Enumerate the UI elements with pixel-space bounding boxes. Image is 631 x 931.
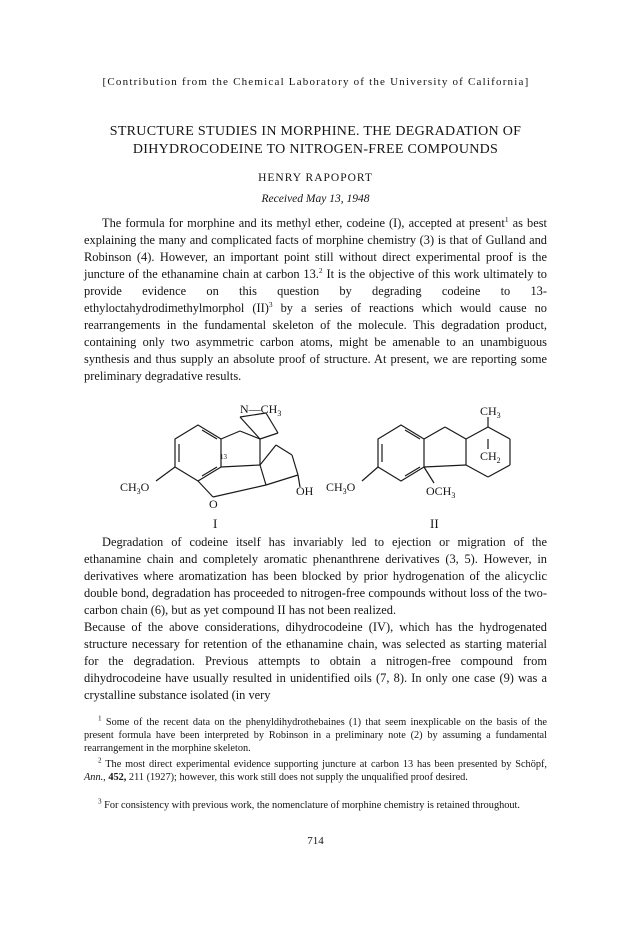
contribution-header: [Contribution from the Chemical Laboratory of the University of California] <box>102 76 530 88</box>
footnote-3-mark: 3 <box>98 797 102 806</box>
label-ch3o-i: $CH_3O$ <box>120 480 150 496</box>
footnote-3 <box>84 799 547 812</box>
footnote-1 <box>84 716 547 755</box>
intro-text-3: It is the objective of this work ultimately to provide evidence on this question by degrading codeine to 13-ethyloctahydrodimethylmorphol (II) <box>84 267 547 315</box>
label-ch3o-ii: $CH_3O$ <box>326 480 356 496</box>
author-name: HENRY RAPOPORT <box>258 172 373 184</box>
footnote-2 <box>84 758 547 784</box>
paragraph-dihydrocodeine: Because of the above considerations, dihydrocodeine (IV), which has the hydrogenated structure necessary for retention of the ethanamine chain, was selected as starting material for the degradation. Previous attempts to obtain a nitrogen-free compound from dihydrocodeine have usually resulted in unidentified oils (7, 8). In only one case (9) was a crystalline substance isolated (in very <box>84 620 547 702</box>
intro-text-1: The formula for morphine and its methyl ether, codeine (I), accepted at present <box>102 216 505 230</box>
structure-i-drawing <box>156 413 300 497</box>
label-compound-i: I <box>213 516 218 531</box>
footnote-ref-2: 2 <box>318 265 323 275</box>
paragraph-degradation: Degradation of codeine itself has invariably led to ejection or migration of the ethanamine chain and completely aromatic phenanthrene derivatives (3, 5). However, in derivatives where aromatization has been blocked by prior hydrogenation of the alicyclic double bond, degradation has proceeded to nitrogen-free compounds without loss of the two-carbon chain (6), but as yet compound II has not been realized. <box>84 535 547 617</box>
label-carbon-13: 13 <box>220 453 227 461</box>
label-ch3-ii: $CH_3$ <box>480 404 501 420</box>
footnote-ref-1: 1 <box>504 214 509 224</box>
label-n-ch3: $N—CH_3$ <box>240 403 282 418</box>
page-number: 714 <box>307 835 324 847</box>
footnote-1-mark: 1 <box>98 714 102 723</box>
label-ch2-ii: $CH_2$ <box>480 449 501 465</box>
footnote-2-text-b: 211 (1927); however, this work still does not supply the unqualified proof desired. <box>126 772 468 783</box>
footnote-2-volume: 452, <box>108 772 127 783</box>
received-date: Received May 13, 1948 <box>261 193 370 205</box>
title-line-1: STRUCTURE STUDIES IN MORPHINE. THE DEGRADATION OF <box>109 124 522 139</box>
article-title <box>60 123 571 159</box>
paragraph-intro <box>84 215 547 385</box>
footnote-2-comma: , <box>103 772 109 783</box>
footnote-2-mark: 2 <box>98 756 102 765</box>
label-compound-ii: II <box>430 516 439 531</box>
title-line-2: DIHYDROCODEINE TO NITROGEN-FREE COMPOUNDS <box>132 142 499 157</box>
label-och3-ii: $OCH_3$ <box>426 484 456 500</box>
footnote-2-journal: Ann. <box>84 772 104 783</box>
footnote-1-text: Some of the recent data on the phenyldihydrothebaines (1) that seem inexplicable on the basis of the present formula have been interpreted by Robinson in a preliminary note (2) by assuming a fundamental rearrangement in the morphine skeleton. <box>84 717 547 754</box>
footnote-2-text-a: The most direct experimental evidence supporting juncture at carbon 13 has been presented by Schöpf, <box>101 759 547 770</box>
footnote-ref-3: 3 <box>268 299 273 309</box>
label-oh: OH <box>296 484 314 498</box>
label-o-bridge: O <box>209 497 218 511</box>
intro-text-2: as best explaining the many and complicated facts of morphine chemistry (3) is that of Gulland and Robinson (4). However, an important point still without direct experimental proof is the juncture of the ethanamine chain at carbon 13. <box>84 216 547 281</box>
footnote-3-text: For consistency with previous work, the nomenclature of morphine chemistry is retained throughout. <box>101 800 520 811</box>
intro-text-4: by a series of reactions which would cause no rearrangements in the fundamental skeleton of the molecule. This degradation product, containing only two asymmetric carbon atoms, might be amenable to an unambiguous synthesis and thus supply an absolute proof of structure. At present, we are reporting some preliminary degradative results. <box>84 301 547 383</box>
structure-figure <box>100 403 560 531</box>
